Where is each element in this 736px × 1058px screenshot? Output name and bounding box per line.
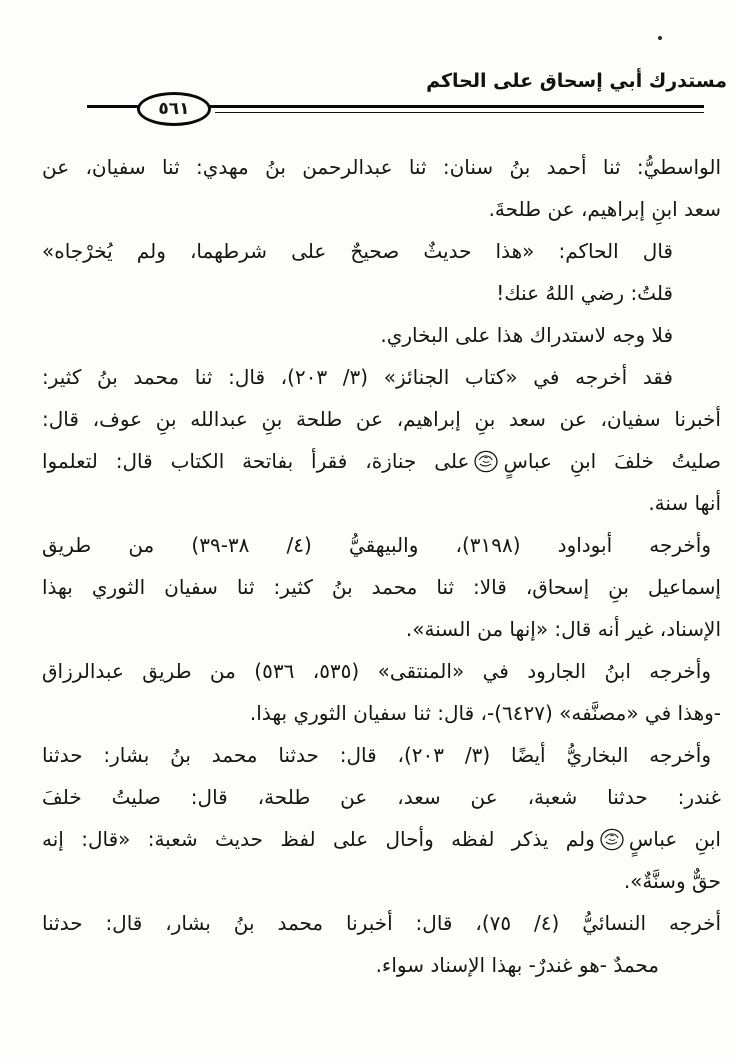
text-line-9: أنها سنة. xyxy=(648,491,721,515)
text-line-17-pre: ابنِ عباسٍ xyxy=(628,827,721,851)
text-line-20: محمدٌ -هو غندرٌ- بهذا الإسناد سواء. xyxy=(375,953,659,977)
text-line-10: وأخرجه أبوداود (٣١٩٨)، والبيهقيُّ (٤/ ٣٨-٣٩) من طريق xyxy=(42,533,711,557)
text-line-18: حقٌّ وسنَّةٌ». xyxy=(623,869,721,893)
text-line-15: وأخرجه البخاريُّ أيضًا (٣/ ٢٠٣)، قال: حدثنا محمد بنُ بشار: حدثنا xyxy=(42,743,711,767)
text-line-19: أخرجه النسائيُّ (٤/ ٧٥)، قال: أخبرنا محمد بنُ بشار، قال: حدثنا xyxy=(42,911,721,935)
text-line-12: الإسناد، غير أنه قال: «إنها من السنة». xyxy=(405,617,721,641)
text-line-16: غندر: حدثنا شعبة، عن سعد، عن طلحة، قال: صليتُ خلفَ xyxy=(42,785,721,809)
text-line-17-post: ولم يذكر لفظه وأحال على لفظ حديث شعبة: «قال: إنه xyxy=(42,827,595,851)
text-line-1: الواسطيُّ: ثنا أحمد بنُ سنان: ثنا عبدالرحمن بنُ مهدي: ثنا سفيان، عن xyxy=(42,155,721,179)
text-line-2: سعد ابنِ إبراهيم، عن طلحةَ. xyxy=(488,197,721,221)
text-line-17 xyxy=(42,818,721,860)
text-line-13: وأخرجه ابنُ الجارود في «المنتقى» (٥٣٥، ٥٣٦) من طريق عبدالرزاق xyxy=(42,659,711,683)
text-line-8-pre: صليتُ خلفَ ابنِ عباسٍ xyxy=(503,449,721,473)
book-title: مستدرك أبي إسحاق على الحاكم xyxy=(426,70,727,92)
text-line-5: فلا وجه لاستدراك هذا على البخاري. xyxy=(380,323,673,347)
header-rule-echo xyxy=(215,112,704,113)
text-line-4: قلتُ: رضي اللهُ عنك! xyxy=(496,281,673,305)
text-line-8-post: على جنازة، فقرأ بفاتحة الكتاب قال: لتعلموا xyxy=(42,449,470,473)
body-text xyxy=(42,146,721,986)
text-line-7: أخبرنا سفيان، عن سعد بنِ إبراهيم، عن طلحة بنِ عبدالله بنِ عوف، قال: xyxy=(42,407,721,431)
page-number-badge: ٥٦١ xyxy=(137,92,211,126)
text-line-11: إسماعيل بنِ إسحاق، قالا: ثنا محمد بنُ كثير: ثنا سفيان الثوري بهذا xyxy=(42,575,721,599)
text-line-8 xyxy=(42,440,721,482)
scan-speck xyxy=(658,36,662,40)
text-line-6: فقد أخرجه في «كتاب الجنائز» (٣/ ٢٠٣)، قال: ثنا محمد بنُ كثير: xyxy=(42,365,673,389)
text-line-3: قال الحاكم: «هذا حديثٌ صحيحٌ على شرطهما، ولم يُخرْجاه» xyxy=(42,239,673,263)
radiallahu-anhuma-seal-icon xyxy=(599,826,625,853)
text-line-14: -وهذا في «مصنَّفه» (٦٤٢٧)-، قال: ثنا سفيان الثوري بهذا. xyxy=(249,701,721,725)
radiallahu-anhuma-seal-icon xyxy=(473,448,499,475)
